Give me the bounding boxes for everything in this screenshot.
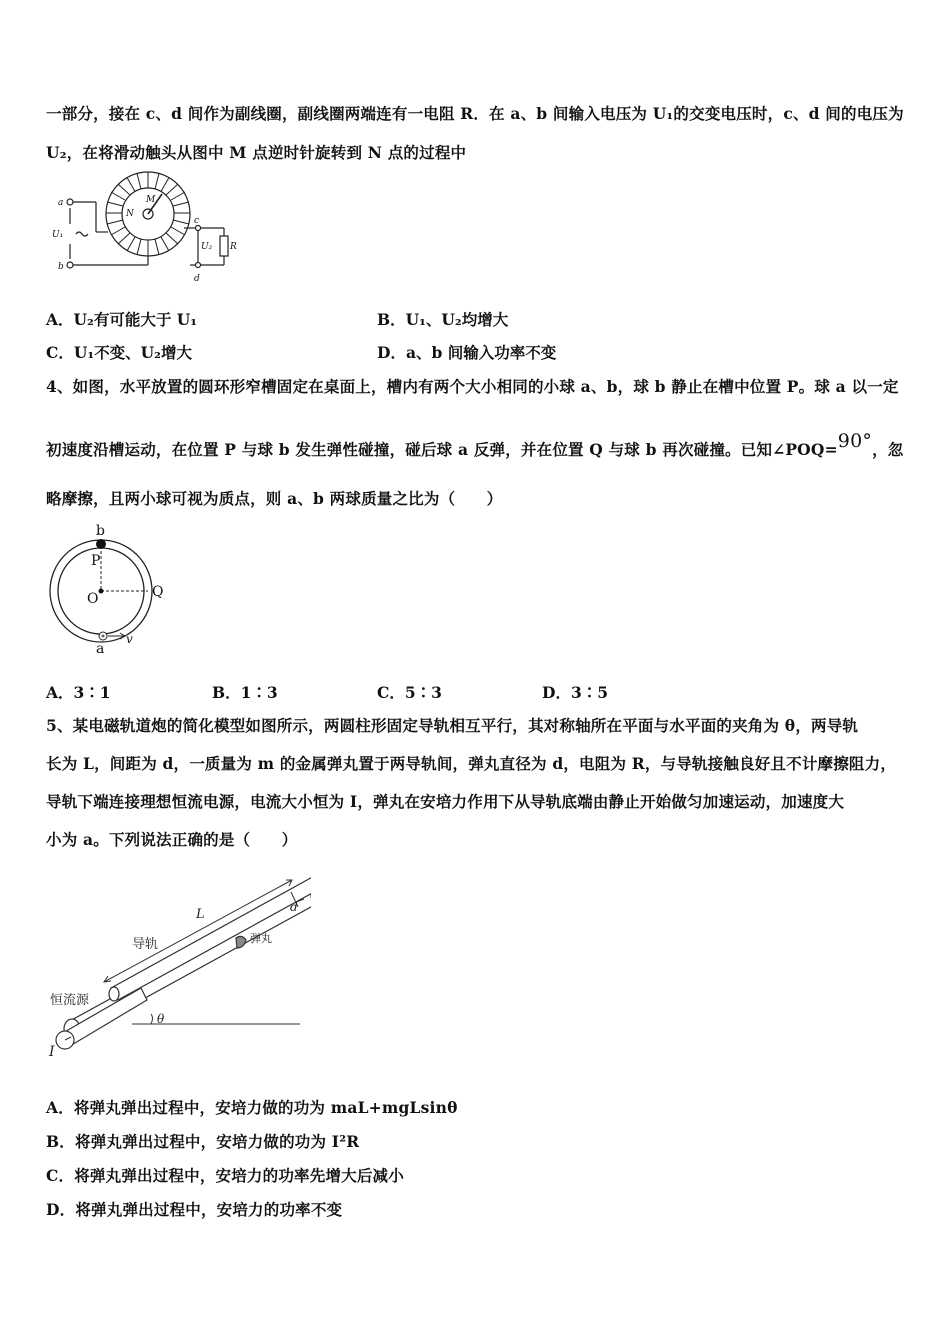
- q4-option-a: A．3∶1: [46, 683, 111, 702]
- label-L: L: [196, 907, 205, 922]
- q5-text-line1: 5、某电磁轨道炮的简化模型如图所示，两圆柱形固定导轨相互平行，其对称轴所在平面与水平面的夹角为 θ，两导轨: [46, 716, 859, 735]
- railgun-figure: [46, 856, 311, 1062]
- q3-option-d: D．a、b 间输入功率不变: [377, 343, 557, 362]
- label-N: N: [126, 209, 134, 219]
- label-U1: U₁: [52, 230, 64, 240]
- label-U2: U₂: [201, 242, 213, 252]
- label-Q: Q: [152, 584, 164, 600]
- label-R: R: [230, 242, 237, 252]
- label-M: M: [146, 195, 156, 205]
- label-I: I: [49, 1044, 55, 1060]
- label-source: 恒流源: [50, 993, 90, 1008]
- q3-option-b: B．U₁、U₂均增大: [377, 310, 509, 329]
- q5-option-b: B．将弹丸弹出过程中，安培力做的功为 I²R: [46, 1132, 360, 1151]
- q4-option-b: B．1∶3: [212, 683, 278, 702]
- label-rail: 导轨: [132, 937, 159, 952]
- q5-option-a: A．将弹丸弹出过程中，安培力做的功为 maL+mgLsinθ: [46, 1098, 458, 1117]
- label-d: d: [290, 900, 298, 914]
- label-b: b: [58, 262, 64, 272]
- q5-text-line4: 小为 a。下列说法正确的是（ ）: [46, 830, 298, 849]
- ring-groove-figure: [46, 522, 176, 657]
- q5-text-line2: 长为 L，间距为 d，一质量为 m 的金属弹丸置于两导轨间，弹丸直径为 d，电阻为 R，与导轨接触良好且不计摩擦阻力，: [46, 754, 897, 773]
- q4-text-line1: 4、如图，水平放置的圆环形窄槽固定在桌面上，槽内有两个大小相同的小球 a、b，球 b 静止在槽中位置 P。球 a 以一定: [46, 377, 899, 396]
- q4-option-c: C．5∶3: [377, 683, 442, 702]
- label-theta: θ: [157, 1012, 165, 1026]
- ball-b: [96, 539, 106, 549]
- angle-value: 90°: [837, 430, 873, 452]
- q5-option-d: D．将弹丸弹出过程中，安培力的功率不变: [46, 1200, 343, 1219]
- label-bullet: 弹丸: [250, 932, 272, 945]
- transformer-figure: [46, 164, 246, 286]
- q4-option-d: D．3∶5: [542, 683, 609, 702]
- q4-text-line3: 略摩擦，且两小球可视为质点，则 a、b 两球质量之比为（ ）: [46, 489, 503, 508]
- q4-text-line2a: 初速度沿槽运动，在位置 P 与球 b 发生弹性碰撞，碰后球 a 反弹，并在位置 Q 与球 b 再次碰撞。已知∠POQ=: [46, 440, 838, 459]
- q4-text-line2: [46, 430, 904, 460]
- q5-text-line3: 导轨下端连接理想恒流电源，电流大小恒为 I，弹丸在安培力作用下从导轨底端由静止开始做匀加速运动，加速度大: [46, 792, 845, 811]
- q3-option-c: C．U₁不变、U₂增大: [46, 343, 192, 362]
- q3-text-line1: 一部分，接在 c、d 间作为副线圈，副线圈两端连有一电阻 R．在 a、b 间输入电压为 U₁的交变电压时，c、d 间的电压为: [46, 104, 904, 123]
- center-O: [99, 589, 104, 594]
- bullet: [236, 936, 246, 948]
- q3-text-line2: U₂，在将滑动触头从图中 M 点逆时针旋转到 N 点的过程中: [46, 143, 467, 162]
- label-a: a: [58, 198, 64, 208]
- label-O: O: [87, 591, 99, 607]
- q3-option-a: A．U₂有可能大于 U₁: [46, 310, 198, 329]
- label-b: b: [96, 523, 105, 539]
- label-P: P: [91, 553, 101, 569]
- label-c: c: [194, 216, 200, 226]
- label-a: a: [96, 641, 105, 657]
- q5-option-c: C．将弹丸弹出过程中，安培力的功率先增大后减小: [46, 1166, 404, 1185]
- q4-text-line2b: ，忽: [872, 440, 904, 459]
- label-v: v: [126, 632, 133, 646]
- label-d: d: [194, 274, 200, 284]
